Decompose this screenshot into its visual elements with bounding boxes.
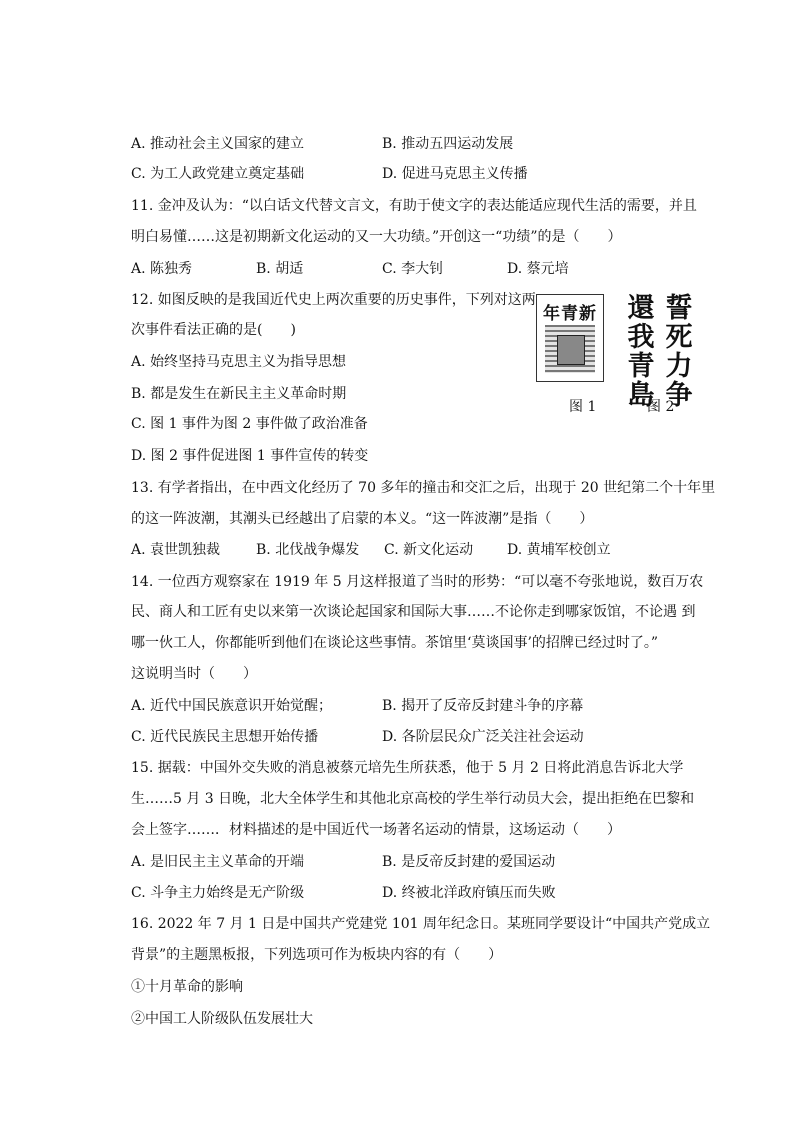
figure-1-new-youth-cover (536, 294, 604, 382)
q15-stem-line2: 生……5 月 3 日晚，北大全体学生和其他北京高校的学生举行动员大会，提出拒绝在巴黎和 (131, 791, 695, 807)
q10-option-c: C. 为工人政党建立奠定基础 (131, 166, 305, 182)
q13-stem-line1: 13. 有学者指出，在中西文化经历了 70 多年的撞击和交汇之后，出现于 20 世纪第二个十年里 (131, 480, 716, 496)
figure-2-right-column: 誓 死 力 争 (665, 293, 693, 411)
q14-stem-line1: 14. 一位西方观察家在 1919 年 5 月这样报道了当时的形势：“可以毫不夸张地说，数百万农 (131, 574, 704, 590)
q12-option-b: B. 都是发生在新民主主义革命时期 (131, 386, 347, 402)
q15-option-d: D. 终被北洋政府镇压而失败 (382, 885, 556, 901)
q11-stem-line2: 明白易懂……这是初期新文化运动的又一大功绩。”开创这一“功绩”的是（ ） (131, 229, 622, 245)
q15-stem-line3: 会上签字……．材料描述的是中国近代一场著名运动的情景，这场运动（ ） (131, 822, 621, 838)
q13-option-a: A. 袁世凯独裁 (131, 542, 221, 558)
figure-2-left-column: 還 我 青 島 (627, 293, 655, 411)
q14-stem-line2: 民、商人和工匠有史以来第一次谈论起国家和国际大事……不论你走到哪家饭馆，不论遇 到 (131, 604, 696, 620)
q12-stem-line2: 次事件看法正确的是( ) (131, 322, 296, 338)
figure-1-title: 年青新 (543, 304, 597, 324)
q13-option-c: C. 新文化运动 (384, 542, 474, 558)
figure-1-caption: 图 1 (569, 399, 597, 415)
q11-option-a: A. 陈独秀 (131, 261, 193, 277)
q15-option-a: A. 是旧民主主义革命的开端 (131, 854, 305, 870)
q12-option-d: D. 图 2 事件促进图 1 事件宣传的转变 (131, 448, 369, 464)
q14-stem-line4: 这说明当时（ ） (131, 666, 257, 682)
q12-option-a: A. 始终坚持马克思主义为指导思想 (131, 354, 347, 370)
q15-option-b: B. 是反帝反封建的爱国运动 (382, 854, 556, 870)
q12-option-c: C. 图 1 事件为图 2 事件做了政治准备 (131, 416, 368, 432)
q10-option-b: B. 推动五四运动发展 (382, 136, 514, 152)
q12-stem-line1: 12. 如图反映的是我国近代史上两次重要的历史事件，下列对这两 (131, 292, 536, 308)
q14-option-d: D. 各阶层民众广泛关注社会运动 (382, 729, 584, 745)
q16-item-2: ②中国工人阶级队伍发展壮大 (131, 1011, 313, 1027)
q11-stem-line1: 11. 金冲及认为：“以白话文代替文言文，有助于使文字的表达能适应现代生活的需要，并且 (131, 198, 697, 214)
q14-option-c: C. 近代民族民主思想开始传播 (131, 729, 319, 745)
q14-option-a: A. 近代中国民族意识开始觉醒； (131, 698, 333, 714)
q11-option-b: B. 胡适 (256, 261, 304, 277)
q15-option-c: C. 斗争主力始终是无产阶级 (131, 885, 305, 901)
q16-item-1: ①十月革命的影响 (131, 979, 243, 995)
q11-option-d: D. 蔡元培 (507, 261, 569, 277)
q13-stem-line2: 的这一阵波潮，其潮头已经越出了启蒙的本义。“这一阵波潮”是指（ ） (131, 511, 594, 527)
figure-1-cover-emblem (557, 335, 585, 365)
q14-stem-line3: 哪一伙工人，你都能听到他们在谈论这些事情。茶馆里‘莫谈国事’的招牌已经过时了。” (131, 635, 659, 651)
q14-option-b: B. 揭开了反帝反封建斗争的序幕 (382, 698, 584, 714)
q16-stem-line2: 背景”的主题黑板报，下列选项可作为板块内容的有（ ） (131, 947, 503, 963)
q10-option-a: A. 推动社会主义国家的建立 (131, 136, 305, 152)
q10-option-d: D. 促进马克思主义传播 (382, 166, 528, 182)
figure-2-caption: 图 2 (647, 399, 675, 415)
q11-option-c: C. 李大钊 (382, 261, 444, 277)
q13-option-b: B. 北伐战争爆发 (256, 542, 360, 558)
q16-stem-line1: 16. 2022 年 7 月 1 日是中国共产党建党 101 周年纪念日。某班同学要设计“中国共产党成立 (131, 916, 711, 932)
q13-option-d: D. 黄埔军校创立 (507, 542, 611, 558)
q15-stem-line1: 15. 据载：中国外交失败的消息被蔡元培先生所获悉，他于 5 月 2 日将此消息告诉北大学 (131, 760, 684, 776)
